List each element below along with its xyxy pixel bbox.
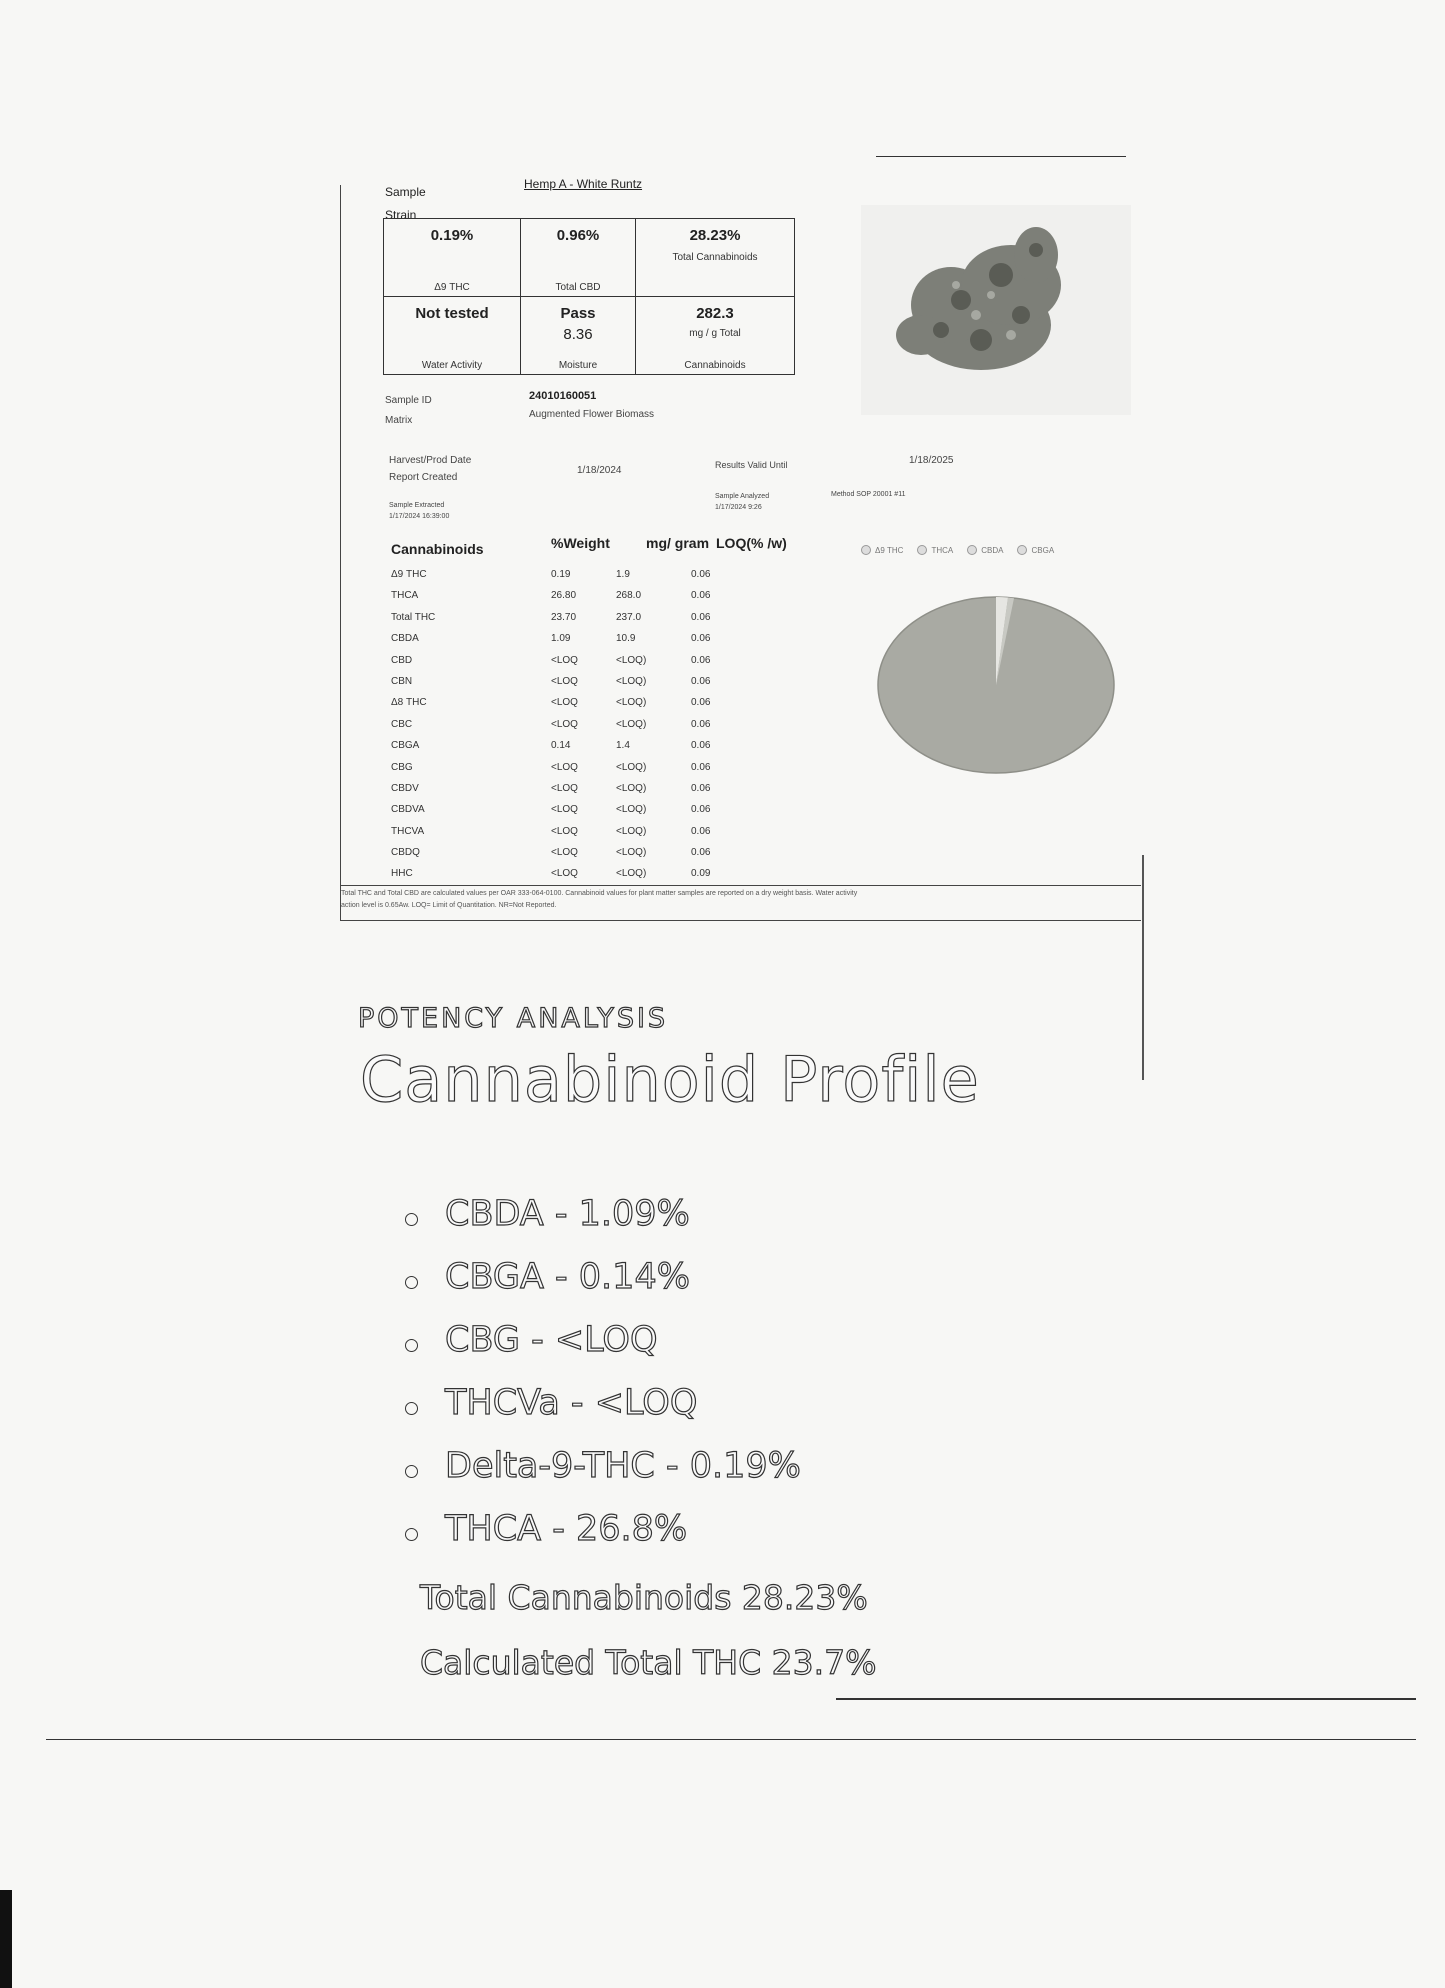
legend-item [917, 545, 953, 555]
legend-label: THCA [931, 545, 954, 555]
table-row [391, 781, 801, 802]
table-row [391, 631, 801, 652]
table-body [391, 567, 801, 888]
table-row [391, 802, 801, 823]
row-mg: <LOQ) [616, 697, 647, 709]
legend-swatch [917, 545, 927, 555]
total-cannabinoids: Total Cannabinoids 28.23% [420, 1578, 868, 1617]
row-name: Δ8 THC [391, 697, 427, 709]
row-name: Δ9 THC [391, 569, 427, 580]
row-weight: 1.09 [551, 633, 571, 645]
row-mg: <LOQ) [616, 847, 647, 859]
row-mg: <LOQ) [616, 782, 647, 794]
row-name: CBN [391, 675, 413, 687]
section-title: Cannabinoid Profile [360, 1043, 980, 1116]
row-weight: <LOQ [551, 761, 578, 773]
row-loq: 0.06 [691, 675, 711, 687]
sample-id-label: Sample ID [385, 395, 432, 406]
summary-water-activity: Not tested Water Activity [384, 297, 521, 375]
row-mg: 1.4 [616, 740, 630, 752]
row-mg: <LOQ) [616, 675, 647, 687]
right-edge-line [1142, 855, 1144, 1080]
row-name: CBGA [391, 740, 420, 752]
bottom-rule-lower [46, 1739, 1416, 1740]
row-loq: 0.06 [691, 740, 711, 752]
cannabinoid-table [391, 535, 801, 888]
row-weight: <LOQ [551, 825, 578, 837]
cannabinoid-pie-chart [876, 595, 1116, 775]
circle-bullet-icon [405, 1213, 418, 1226]
profile-item-text: CBGA - 0.14% [445, 1257, 690, 1297]
row-weight: <LOQ [551, 675, 578, 687]
row-mg: 1.9 [616, 569, 630, 580]
circle-bullet-icon [405, 1339, 418, 1352]
summary-total-cannabinoids: 28.23% Total Cannabinoids [636, 219, 794, 297]
row-loq: 0.06 [691, 569, 711, 580]
bottom-rule-upper [836, 1698, 1416, 1700]
table-row [391, 567, 801, 588]
row-weight: 26.80 [551, 590, 577, 602]
summary-box [383, 218, 795, 375]
row-name: THCA [391, 590, 419, 602]
row-name: CBD [391, 654, 413, 666]
section-label: POTENCY ANALYSIS [358, 1003, 669, 1034]
legend-swatch [861, 545, 871, 555]
table-row [391, 824, 801, 845]
table-row [391, 610, 801, 631]
summary-mg-per-g: 282.3 mg / g Total Cannabinoids [684, 304, 746, 371]
profile-item-text: THCA - 26.8% [445, 1509, 688, 1549]
table-row [391, 717, 801, 738]
legend-label: CBDA [981, 545, 1004, 555]
footnote-line2: action level is 0.65Aw. LOQ= Limit of Quantitation. NR=Not Reported. [341, 902, 557, 909]
row-weight: <LOQ [551, 804, 578, 816]
row-name: CBC [391, 718, 413, 730]
legend-item [1017, 545, 1054, 555]
profile-item-text: CBDA - 1.09% [445, 1194, 690, 1234]
row-mg: <LOQ) [616, 654, 647, 666]
table-row [391, 845, 801, 866]
footnote-line1: Total THC and Total CBD are calculated values per OAR 333-064-0100. Cannabinoid values for plant matter samples are reported on a dry weight basis. Water activity [341, 890, 858, 897]
row-weight: 0.19 [551, 569, 571, 580]
table-row [391, 588, 801, 609]
row-name: Total THC [391, 611, 436, 623]
summary-total-cbd: 0.96% Total CBD [521, 219, 636, 297]
row-loq: 0.06 [691, 718, 711, 730]
matrix-value: Augmented Flower Biomass [529, 409, 655, 420]
row-mg: <LOQ) [616, 718, 647, 730]
legend-item [861, 545, 903, 555]
row-name: CBDVA [391, 804, 425, 816]
table-row [391, 695, 801, 716]
valid-date: 1/18/2025 [909, 455, 954, 466]
row-name: CBDV [391, 782, 419, 794]
table-row [391, 760, 801, 781]
row-mg: <LOQ) [616, 761, 647, 773]
profile-item-text: THCVa - <LOQ [445, 1383, 698, 1423]
row-loq: 0.06 [691, 782, 711, 794]
row-loq: 0.06 [691, 847, 711, 859]
report-label: Report Created [389, 472, 458, 483]
row-mg: <LOQ) [616, 868, 647, 880]
profile-item-text: CBG - <LOQ [445, 1320, 658, 1360]
matrix-label: Matrix [385, 415, 413, 426]
row-mg: 237.0 [616, 611, 642, 623]
sample-id-value: 24010160051 [529, 390, 597, 402]
header-loq: LOQ(% /w) [716, 535, 787, 551]
analyzed-value: 1/17/2024 9:26 [715, 504, 762, 511]
extracted-value: 1/17/2024 16:39:00 [389, 513, 450, 520]
row-weight: 23.70 [551, 611, 577, 623]
footnote [341, 885, 1141, 912]
top-rule [876, 156, 1126, 157]
row-mg: <LOQ) [616, 825, 647, 837]
calculated-total-thc: Calculated Total THC 23.7% [420, 1643, 877, 1682]
row-name: CBDQ [391, 847, 420, 859]
legend-item [967, 545, 1003, 555]
method-label: Method SOP 20001 #11 [831, 491, 906, 498]
row-mg: 268.0 [616, 590, 642, 602]
sample-label: Sample [385, 185, 426, 199]
row-weight: <LOQ [551, 782, 578, 794]
row-name: THCVA [391, 825, 425, 837]
legend-label: Δ9 THC [875, 545, 904, 555]
circle-bullet-icon [405, 1276, 418, 1289]
certificate-of-analysis [340, 177, 1141, 921]
row-loq: 0.06 [691, 590, 711, 602]
valid-label: Results Valid Until [715, 460, 788, 470]
row-name: HHC [391, 868, 413, 880]
row-mg: <LOQ) [616, 804, 647, 816]
report-date: 1/18/2024 [577, 465, 622, 476]
legend-label: CBGA [1031, 545, 1055, 555]
summary-d9thc: 0.19% Δ9 THC [384, 219, 521, 297]
legend-swatch [967, 545, 977, 555]
strain-label: Strain [385, 208, 417, 222]
row-name: CBG [391, 761, 413, 773]
profile-item-text: Delta-9-THC - 0.19% [445, 1446, 801, 1486]
row-name: CBDA [391, 633, 419, 645]
circle-bullet-icon [405, 1465, 418, 1478]
table-row [391, 653, 801, 674]
row-loq: 0.06 [691, 697, 711, 709]
row-loq: 0.06 [691, 804, 711, 816]
sample-value: Hemp A - White Runtz [524, 177, 643, 191]
row-weight: <LOQ [551, 718, 578, 730]
circle-bullet-icon [405, 1402, 418, 1415]
header-mg-gram: mg/ gram [646, 535, 710, 551]
row-loq: 0.06 [691, 761, 711, 773]
harvest-label: Harvest/Prod Date [389, 455, 472, 466]
row-weight: <LOQ [551, 654, 578, 666]
circle-bullet-icon [405, 1528, 418, 1541]
table-header [391, 535, 801, 567]
row-loq: 0.09 [691, 868, 711, 880]
row-weight: <LOQ [551, 697, 578, 709]
row-loq: 0.06 [691, 654, 711, 666]
table-row [391, 738, 801, 759]
pie-legend [861, 545, 1141, 555]
row-loq: 0.06 [691, 611, 711, 623]
extracted-label: Sample Extracted [389, 502, 445, 509]
header-cannabinoids: Cannabinoids [391, 541, 484, 557]
analyzed-label: Sample Analyzed [715, 493, 770, 500]
row-weight: <LOQ [551, 868, 578, 880]
scan-edge-shadow [0, 1890, 12, 1988]
row-weight: 0.14 [551, 740, 571, 752]
summary-moisture: Pass 8.36 Moisture [521, 297, 636, 375]
row-loq: 0.06 [691, 825, 711, 837]
header-weight: %Weight [551, 535, 610, 551]
table-row [391, 674, 801, 695]
row-loq: 0.06 [691, 633, 711, 645]
flower-photo-image [861, 205, 1131, 415]
legend-swatch [1017, 545, 1027, 555]
row-weight: <LOQ [551, 847, 578, 859]
row-mg: 10.9 [616, 633, 636, 645]
